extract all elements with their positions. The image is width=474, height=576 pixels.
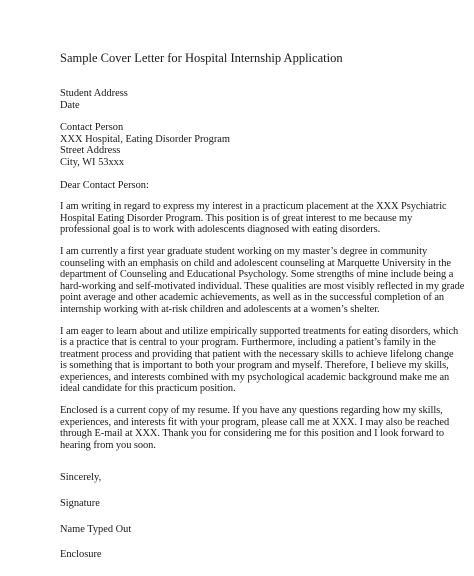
paragraph-line: is something that is important to both your program and myself. Therefore, I believe my skills,: [60, 360, 449, 372]
paragraph-line: hard-working and self-motivated individual. These qualities are most visibly reflected in my grade: [60, 280, 465, 292]
sender-line: Date: [60, 99, 80, 111]
paragraph-line: I am writing in regard to express my interest in a practicum placement at the XXX Psychiatric: [60, 201, 447, 213]
paragraph-intro: [60, 201, 447, 236]
paragraph-line: professional goal is to work with adolescents diagnosed with eating disorders.: [60, 224, 381, 236]
paragraph-line: counseling with an emphasis on child and adolescent counseling at Marquette University in the: [60, 257, 451, 269]
paragraph-closing: [60, 405, 450, 451]
paragraph-line: through E-mail at XXX. Thank you for considering me for this position and I look forward to: [60, 428, 444, 440]
paragraph-line: internship working with at-risk children and adolescents at a women’s shelter.: [60, 303, 380, 315]
paragraph-line: treatment process and providing that patient with the necessary skills to achieve lifelong change: [60, 348, 454, 360]
valediction: [60, 472, 432, 484]
recipient-line: XXX Hospital, Eating Disorder Program: [60, 133, 230, 145]
paragraph-background: [60, 245, 465, 316]
sender-line: Student Address: [60, 88, 128, 99]
paragraph-line: hearing from you soon.: [60, 439, 156, 451]
paragraph-line: ideal candidate for this practicum position.: [60, 383, 236, 395]
typed-name: [60, 524, 432, 536]
letter-page: [60, 50, 465, 561]
signature: [60, 498, 432, 510]
sender-address: [60, 88, 432, 111]
recipient-line: Contact Person: [60, 122, 124, 134]
recipient-line: Street Address: [60, 145, 121, 157]
paragraph-interest: [60, 325, 459, 396]
salutation: [60, 180, 432, 192]
paragraph-line: I am currently a first year graduate student working on my master’s degree in community: [60, 245, 428, 257]
recipient-line: City, WI 53xxx: [60, 156, 125, 168]
paragraph-line: experiences, and interests combined with my psychological academic background make me an: [60, 371, 450, 383]
paragraph-line: is a practice that is central to your program. Furthermore, including a patient’s family in the: [60, 337, 436, 349]
valediction-text: Sincerely,: [60, 472, 102, 484]
recipient-address: [60, 122, 432, 168]
signature-text: Signature: [60, 498, 100, 510]
document-title: Sample Cover Letter for Hospital Internship Application: [60, 51, 343, 65]
paragraph-line: department of Counseling and Educational Psychology. Some strengths of mine include being a: [60, 269, 454, 281]
enclosure: [60, 549, 432, 561]
salutation-text: Dear Contact Person:: [60, 179, 149, 191]
typed-name-text: Name Typed Out: [60, 523, 132, 535]
paragraph-line: I am eager to learn about and utilize empirically supported treatments for eating disorders, which: [60, 325, 459, 337]
paragraph-line: point average and other academic achievements, as well as in the successful completion of an: [60, 292, 445, 304]
paragraph-line: experiences, and interests fit with your program, please call me at XXX. I may also be reached: [60, 416, 450, 428]
paragraph-line: Enclosed is a current copy of my resume. If you have any questions regarding how my skills,: [60, 405, 443, 417]
enclosure-text: Enclosure: [60, 549, 102, 561]
paragraph-line: Hospital Eating Disorder Program. This position is of great interest to me because my: [60, 212, 413, 224]
